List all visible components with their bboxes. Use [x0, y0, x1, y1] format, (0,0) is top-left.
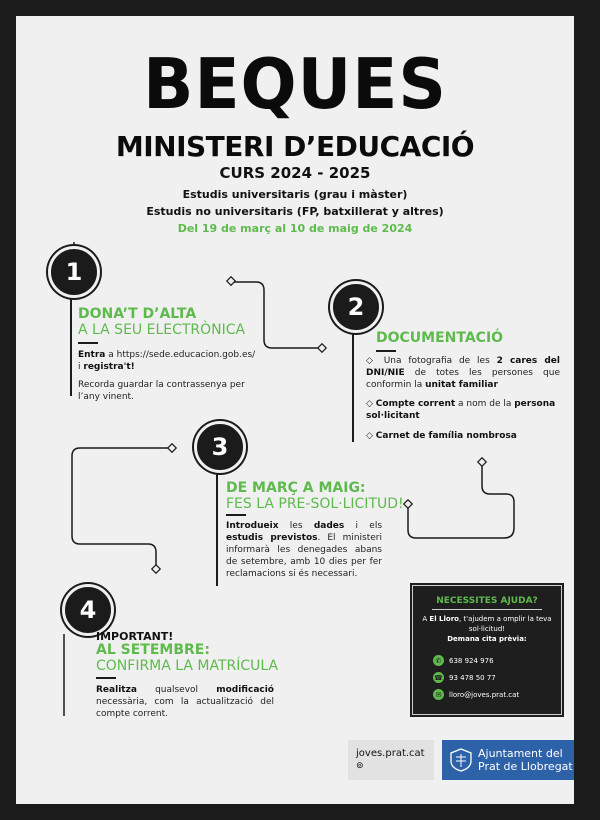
step-3-number: 3	[194, 421, 246, 473]
study-university: Estudis universitaris (grau i màster)	[182, 188, 408, 201]
step-2-item-photo: ◇ Una fotografia de les 2 cares del DNI/NIE de totes les persones que conformin la unitat familiar	[366, 356, 560, 390]
phone-icon: ☎	[434, 673, 443, 682]
help-intro: A El Lloro, t'ajudem a omplir la teva sol·licitud! Demana cita prèvia:	[422, 615, 552, 643]
step-2-number: 2	[330, 281, 382, 333]
step-3-subtitle: FES LA PRE-SOL·LICITUD!	[226, 496, 404, 512]
step-4-subtitle: CONFIRMA LA MATRÍCULA	[96, 658, 279, 674]
whatsapp-icon: ✆	[433, 655, 444, 666]
help-email[interactable]: ✉ lloro@joves.prat.cat	[433, 686, 561, 703]
step-2-divider	[376, 350, 396, 352]
joves-label: joves.prat.cat	[356, 748, 425, 759]
step-3-line	[216, 474, 218, 586]
step-2-item-family: ◇ Carnet de família nombrosa	[366, 431, 517, 441]
step-3-text: Introdueix les dades i els estudis previstos. El ministeri informarà les denegades abans de setembre, amb 10 dies per fer reclamacions si és necessari.	[226, 521, 383, 579]
step-1-title: DONA’T D’ALTA	[78, 306, 197, 322]
step-4-divider	[96, 677, 116, 679]
date-range: Del 19 de març al 10 de maig de 2024	[177, 222, 413, 235]
help-box	[412, 585, 562, 715]
step-1-number: 1	[48, 246, 100, 298]
help-divider	[432, 609, 542, 610]
connector-2-3	[408, 462, 514, 538]
joves-icon: ⊚	[356, 761, 364, 771]
step-4-text: Realitza qualsevol modificació necessària, com la actualització del compte corrent.	[96, 685, 274, 719]
connector-3	[72, 448, 172, 568]
step-1-divider	[78, 342, 98, 344]
poster	[16, 16, 574, 804]
help-title: NECESSITES AJUDA?	[436, 596, 538, 606]
step-1-line	[70, 298, 72, 396]
email-icon: ✉	[433, 689, 444, 700]
step-3-title: DE MARÇ A MAIG:	[226, 480, 366, 496]
step-1-subtitle: A LA SEU ELECTRÒNICA	[78, 322, 246, 338]
step-4-number: 4	[62, 584, 114, 636]
ajuntament-label: Ajuntament del Prat de Llobregat	[478, 747, 573, 773]
step-4-title: AL SETEMBRE:	[96, 642, 210, 658]
help-phone-2[interactable]: ☎ 93 478 50 77	[434, 673, 496, 682]
page-subtitle: MINISTERI D’EDUCACIÓ	[115, 130, 475, 163]
study-non-university: Estudis no universitaris (FP, batxillerat y altres)	[146, 205, 444, 218]
step-1-note: Recorda guardar la contrassenya per l’any vinent.	[78, 380, 245, 402]
ajuntament-logo[interactable]	[442, 740, 574, 780]
connector-1-2	[232, 282, 322, 348]
step-1-instructions: Entra a https://sede.educacion.gob.es/ i registra't!	[78, 350, 256, 372]
step-2-line	[352, 334, 354, 442]
step-2-title: DOCUMENTACIÓ	[376, 330, 504, 346]
step-4-important: IMPORTANT!	[96, 630, 174, 643]
page-title: BEQUES	[143, 44, 447, 125]
help-phone-1[interactable]: ✆ 638 924 976	[433, 652, 561, 669]
course-label: CURS 2024 - 2025	[219, 164, 371, 182]
step-2-item-account: ◇ Compte corrent a nom de la persona sol·licitant	[366, 399, 556, 421]
city-shield-icon	[450, 748, 472, 772]
step-3-divider	[226, 514, 246, 516]
joves-logo[interactable]	[348, 740, 434, 780]
